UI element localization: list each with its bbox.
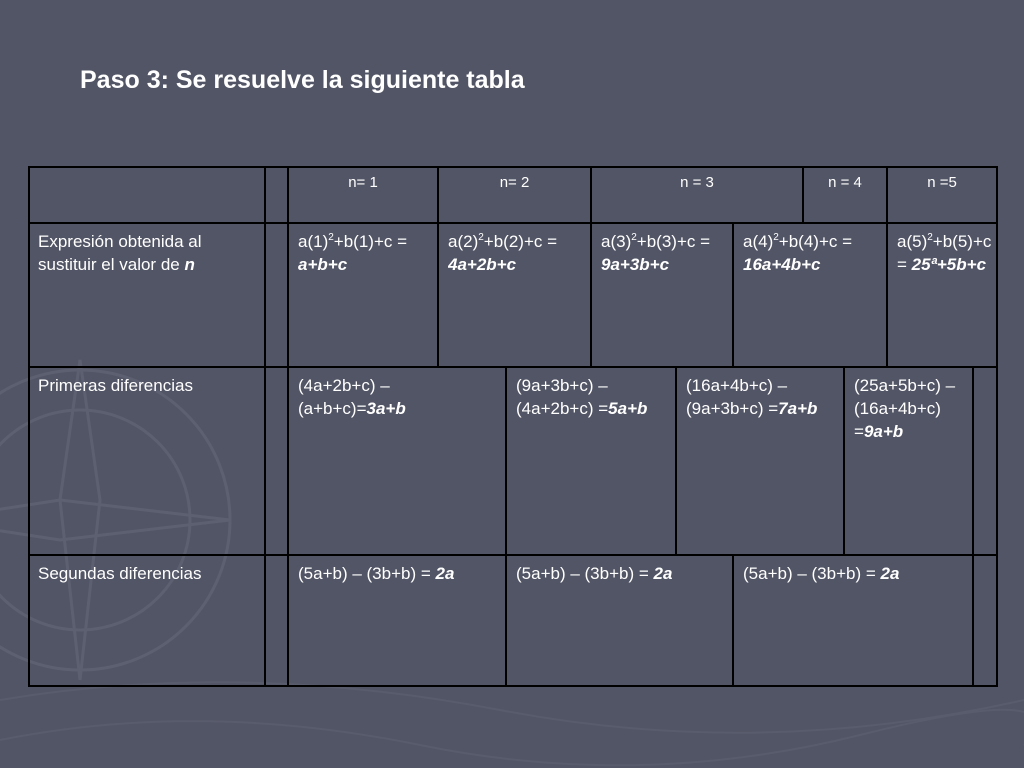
first-diff-result-2: 5a+b xyxy=(608,399,648,418)
second-diff-result-3: 2a xyxy=(880,564,900,583)
header-n3: n = 3 xyxy=(680,174,714,191)
header-n1: n= 1 xyxy=(348,174,378,191)
first-diff-result-4: 9a+b xyxy=(863,422,904,441)
first-diff-result-3: 7a+b xyxy=(778,399,818,418)
expr-cell-n4: $a(4)^2+b(4)+c = 16a+4b+c$ xyxy=(743,232,853,274)
expr-cell-n2: $a(2)^2+b(2)+c = 4a+2b+c$ xyxy=(448,232,558,274)
header-n2: n= 2 xyxy=(499,174,530,191)
row-label-expression-var: n xyxy=(184,255,195,274)
second-diff-cell-1: (5a+b) – (3b+b) = 2a xyxy=(298,564,455,583)
second-diff-cell-2: (5a+b) – (3b+b) = 2a xyxy=(516,564,673,583)
expr-result-n1: a+b+c xyxy=(298,255,348,274)
expr-result-n5: 25ª+5b+c xyxy=(911,255,987,274)
second-diff-cell-3: (5a+b) – (3b+b) = 2a xyxy=(743,564,900,583)
expr-result-n4: 16a+4b+c xyxy=(743,255,821,274)
first-diff-result-1: 3a+b xyxy=(366,399,406,418)
header-n5: n =5 xyxy=(927,174,957,191)
row-label-second-diff: Segundas diferencias xyxy=(38,564,202,583)
header-n4: n = 4 xyxy=(828,174,862,191)
second-diff-result-2: 2a xyxy=(653,564,673,583)
expr-cell-n1: $a(1)^2+b(1)+c = a+b+c$ xyxy=(298,232,408,274)
first-diff-cell-1: (4a+2b+c) – (a+b+c)=3a+b xyxy=(298,376,406,418)
row-label-expression-text: Expresión obtenida al sustituir el valor de xyxy=(38,232,202,274)
expr-result-n3: 9a+3b+c xyxy=(601,255,670,274)
first-diff-cell-2: (9a+3b+c) – (4a+2b+c) =5a+b xyxy=(516,376,648,418)
first-diff-cell-4: (25a+5b+c) – (16a+4b+c) =9a+b xyxy=(854,376,956,441)
second-diff-result-1: 2a xyxy=(435,564,455,583)
slide-title: Paso 3: Se resuelve la siguiente tabla xyxy=(80,66,525,94)
expr-cell-n3: $a(3)^2+b(3)+c = 9a+3b+c$ xyxy=(601,232,711,274)
expr-result-n2: 4a+2b+c xyxy=(448,255,517,274)
row-label-first-diff: Primeras diferencias xyxy=(38,376,193,395)
row-label-expression xyxy=(38,230,260,276)
first-diff-cell-3: (16a+4b+c) – (9a+3b+c) =7a+b xyxy=(686,376,818,418)
expr-cell-n5: $a(5)^2+b(5)+c=$ 25ª+5b+c xyxy=(897,232,992,274)
